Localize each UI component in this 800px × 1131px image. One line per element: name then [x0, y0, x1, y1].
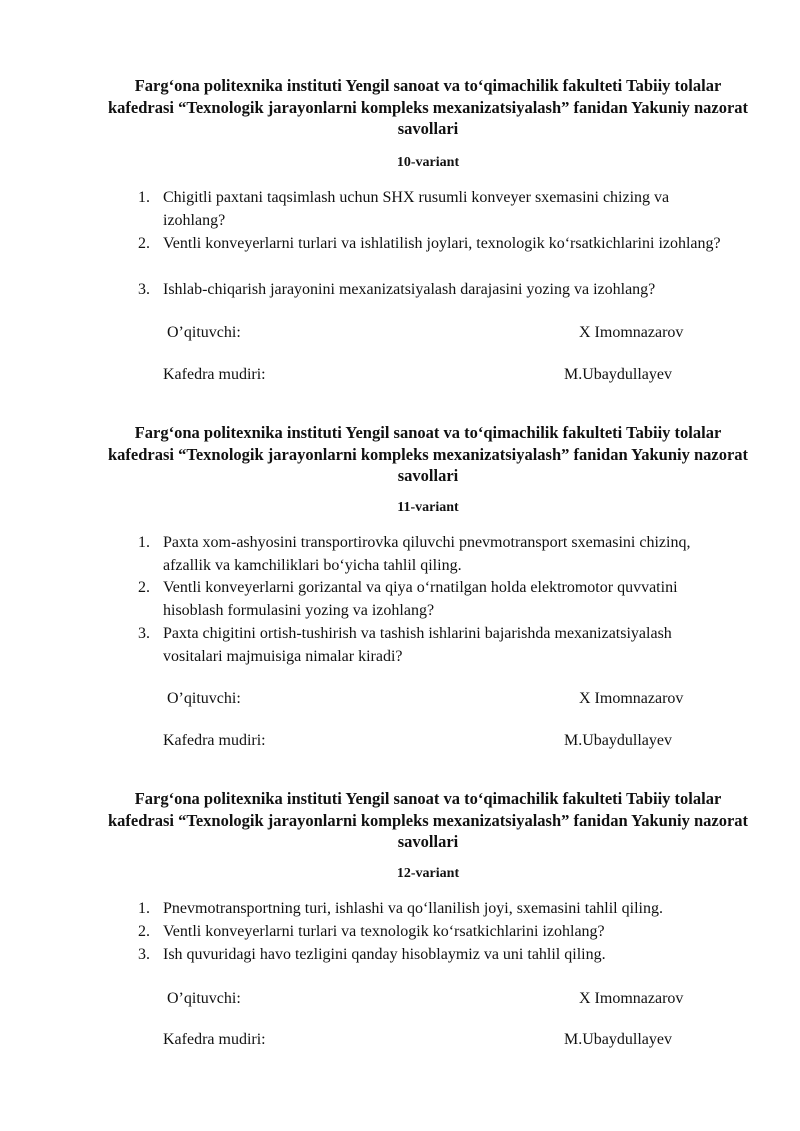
- head-name: M.Ubaydullayev: [564, 1031, 672, 1048]
- teacher-name: X Imomnazarov: [579, 324, 684, 341]
- question-text: Ventli konveyerlarni turlari va ishlatilish joylari, texnologik koʻrsatkichlarini izohlang?: [163, 235, 721, 252]
- question-number: 3.: [138, 281, 150, 298]
- question-number: 3.: [138, 946, 150, 963]
- head-label: Kafedra mudiri:: [163, 366, 266, 383]
- question-number: 2.: [138, 235, 150, 252]
- question-text: Paxta xom-ashyosini transportirovka qiluvchi pnevmotransport sxemasini chizinq, afzallik va kamchiliklari boʻyicha tahlil qiling.: [163, 534, 691, 574]
- head-name: M.Ubaydullayev: [564, 366, 672, 383]
- question-text: Ventli konveyerlarni turlari va texnologik koʻrsatkichlarini izohlang?: [163, 923, 605, 940]
- head-label: Kafedra mudiri:: [163, 1031, 266, 1048]
- question-number: 2.: [138, 579, 150, 596]
- question-number: 1.: [138, 189, 150, 206]
- teacher-name: X Imomnazarov: [579, 690, 684, 707]
- teacher-label: O’qituvchi:: [167, 990, 241, 1007]
- question-number: 1.: [138, 900, 150, 917]
- question-number: 1.: [138, 534, 150, 551]
- variant-title: Farg‘ona politexnika instituti Yengil sanoat va to‘qimachilik fakulteti Tabiiy tolalar kafedrasi “Texnologik jarayonlarni kompleks mexanizatsiyalash” fanidan Yakuniy nazorat savollari: [107, 789, 749, 851]
- question-text: Paxta chigitini ortish-tushirish va tashish ishlarini bajarishda mexanizatsiyalash vositalari majmuisiga nimalar kiradi?: [163, 625, 672, 665]
- head-name: M.Ubaydullayev: [564, 732, 672, 749]
- question-text: Ventli konveyerlarni gorizantal va qiya oʻrnatilgan holda elektromotor quvvatini hisoblash formulasini yozing va izohlang?: [163, 579, 678, 619]
- variant-label: 10-variant: [396, 155, 460, 170]
- question-text: Chigitli paxtani taqsimlash uchun SHX rusumli konveyer sxemasini chizing va izohlang?: [163, 189, 670, 229]
- variant-title: Farg‘ona politexnika instituti Yengil sanoat va to‘qimachilik fakulteti Tabiiy tolalar kafedrasi “Texnologik jarayonlarni kompleks mexanizatsiyalash” fanidan Yakuniy nazorat savollari: [107, 76, 749, 138]
- question-text: Ish quvuridagi havo tezligini qanday hisoblaymiz va uni tahlil qiling.: [163, 946, 606, 963]
- teacher-name: X Imomnazarov: [579, 990, 684, 1007]
- teacher-label: O’qituvchi:: [167, 690, 241, 707]
- head-label: Kafedra mudiri:: [163, 732, 266, 749]
- variant-title: Farg‘ona politexnika instituti Yengil sanoat va to‘qimachilik fakulteti Tabiiy tolalar kafedrasi “Texnologik jarayonlarni kompleks mexanizatsiyalash” fanidan Yakuniy nazorat savollari: [107, 423, 749, 485]
- variant-label: 11-variant: [397, 500, 459, 515]
- question-text: Ishlab-chiqarish jarayonini mexanizatsiyalash darajasini yozing va izohlang?: [163, 281, 656, 298]
- question-number: 2.: [138, 923, 150, 940]
- question-number: 3.: [138, 625, 150, 642]
- teacher-label: O’qituvchi:: [167, 324, 241, 341]
- variant-label: 12-variant: [396, 866, 460, 881]
- question-text: Pnevmotransportning turi, ishlashi va qoʻllanilish joyi, sxemasini tahlil qiling.: [163, 900, 663, 917]
